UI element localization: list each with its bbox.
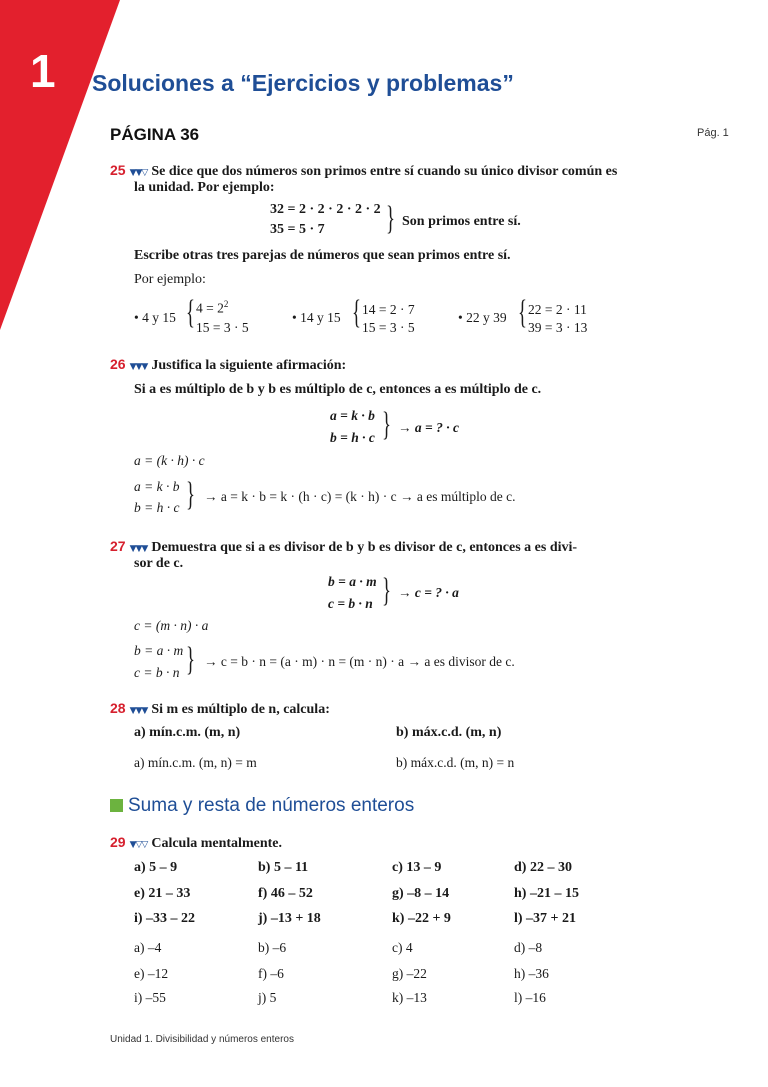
- exercise-27-header: [110, 538, 577, 556]
- system-eq-2: c = b · n: [328, 596, 373, 611]
- exercise-28-header: [110, 700, 330, 718]
- answer-item: l) –16: [514, 990, 546, 1005]
- page-number: Pág. 1: [697, 127, 729, 139]
- system-result: → c = ? · a: [398, 585, 459, 600]
- example-eq-2: 35 = 5 · 7: [270, 222, 325, 237]
- question-item: b) 5 – 11: [258, 860, 309, 875]
- pair-label: • 14 y 15: [292, 310, 341, 325]
- exercise-statement-cont: sor de c.: [134, 556, 184, 571]
- exercise-statement-cont: la unidad. Por ejemplo:: [134, 180, 275, 195]
- answer-item: e) –12: [134, 966, 169, 981]
- question-item: j) –13 + 18: [258, 911, 321, 926]
- pair-eq-a: $4 = 2^2$: [196, 299, 229, 316]
- answer-item: f) –6: [258, 966, 284, 981]
- example-note: Son primos entre sí.: [402, 214, 521, 229]
- brace: {: [186, 294, 195, 331]
- pair-eq-a: 14 = 2 · 7: [362, 302, 415, 317]
- question-a: a) mín.c.m. (m, n): [134, 725, 241, 740]
- brace: }: [386, 200, 395, 237]
- page-title: Soluciones a “Ejercicios y problemas”: [92, 70, 514, 96]
- answer-item: b) –6: [258, 940, 287, 955]
- system-eq-2: b = h · c: [330, 430, 375, 445]
- pair-eq-a: 22 = 2 · 11: [528, 302, 587, 317]
- example-eq-1: 32 = 2 · 2 · 2 · 2 · 2: [270, 202, 381, 217]
- exercise-number: 25: [110, 162, 126, 178]
- system-result: → a = ? · c: [398, 420, 459, 435]
- question-item: d) 22 – 30: [514, 860, 572, 875]
- exercise-number: 29: [110, 834, 126, 850]
- question-item: l) –37 + 21: [514, 911, 577, 926]
- answer-item: a) –4: [134, 940, 162, 955]
- brace: }: [382, 406, 391, 443]
- pair-eq-b: 15 = 3 · 5: [362, 320, 415, 335]
- exercise-25-header: [110, 162, 617, 180]
- pair-label: • 22 y 39: [458, 310, 507, 325]
- exercise-26-header: [110, 356, 346, 374]
- question-item: g) –8 – 14: [392, 886, 450, 901]
- answer-system-1: b = a · m: [134, 643, 184, 658]
- answer-line: a = (k · h) · c: [134, 453, 205, 468]
- pair-eq-b: 39 = 3 · 13: [528, 320, 588, 335]
- page-footer: Unidad 1. Divisibilidad y números enteros: [110, 1034, 294, 1045]
- answer-item: d) –8: [514, 940, 543, 955]
- exercise-29-header: [110, 834, 282, 852]
- pair-label: • 4 y 15: [134, 310, 176, 325]
- brace: {: [518, 294, 527, 331]
- answer-result: → c = b · n = (a · m) · n = (m · n) · a → a es divisor de c.: [204, 654, 515, 669]
- exercise-statement: Demuestra que si a es divisor de b y b es divisor de c, entonces a es divi-: [151, 540, 578, 555]
- exercise-claim: Si a es múltiplo de b y b es múltiplo de c, entonces a es múltiplo de c.: [134, 382, 542, 397]
- answer-item: i) –55: [134, 990, 166, 1005]
- answer-result: → a = k · b = k · (h · c) = (k · h) · c → a es múltiplo de c.: [204, 489, 516, 504]
- question-item: h) –21 – 15: [514, 886, 579, 901]
- answer-a: a) mín.c.m. (m, n) = m: [134, 755, 257, 770]
- brace: }: [186, 476, 195, 513]
- exercise-statement: Calcula mentalmente.: [151, 836, 282, 851]
- chapter-number: 1: [30, 45, 56, 97]
- question-item: f) 46 – 52: [258, 886, 313, 901]
- exercise-number: 28: [110, 700, 126, 716]
- answer-system-2: b = h · c: [134, 500, 180, 515]
- answer-b: b) máx.c.d. (m, n) = n: [396, 755, 515, 770]
- answer-item: h) –36: [514, 966, 549, 981]
- section-title: Suma y resta de números enteros: [110, 795, 414, 817]
- answer-item: j) 5: [258, 990, 277, 1005]
- answer-line: c = (m · n) · a: [134, 618, 209, 633]
- difficulty-icon: ▼▼▼: [129, 544, 148, 554]
- exercise-statement: Se dice que dos números son primos entre sí cuando su único divisor común es: [151, 164, 618, 179]
- exercise-statement: Si m es múltiplo de n, calcula:: [151, 702, 330, 717]
- difficulty-icon: ▼▽▽: [129, 840, 148, 850]
- question-item: k) –22 + 9: [392, 911, 451, 926]
- answer-system-1: a = k · b: [134, 479, 180, 494]
- exercise-statement: Justifica la siguiente afirmación:: [151, 358, 347, 373]
- question-item: a) 5 – 9: [134, 860, 178, 875]
- exercise-number: 26: [110, 356, 126, 372]
- pair-eq-b: 15 = 3 · 5: [196, 320, 249, 335]
- exercise-task: Escribe otras tres parejas de números que sean primos entre sí.: [134, 248, 511, 263]
- difficulty-icon: ▼▼▼: [129, 706, 148, 716]
- brace: }: [186, 641, 195, 678]
- question-item: i) –33 – 22: [134, 911, 196, 926]
- exercise-number: 27: [110, 538, 126, 554]
- answer-item: c) 4: [392, 940, 413, 955]
- difficulty-icon: ▼▼▽: [129, 168, 148, 178]
- answer-item: k) –13: [392, 990, 427, 1005]
- system-eq-1: a = k · b: [330, 408, 375, 423]
- question-item: c) 13 – 9: [392, 860, 442, 875]
- green-square-icon: [110, 799, 123, 812]
- question-item: e) 21 – 33: [134, 886, 191, 901]
- difficulty-icon: ▼▼▼: [129, 362, 148, 372]
- brace: {: [352, 294, 361, 331]
- answer-item: g) –22: [392, 966, 427, 981]
- brace: }: [382, 572, 391, 609]
- question-b: b) máx.c.d. (m, n): [396, 725, 502, 740]
- page-label: PÁGINA 36: [110, 125, 200, 144]
- system-eq-1: b = a · m: [328, 574, 377, 589]
- answer-system-2: c = b · n: [134, 665, 180, 680]
- answer-intro: Por ejemplo:: [134, 272, 206, 287]
